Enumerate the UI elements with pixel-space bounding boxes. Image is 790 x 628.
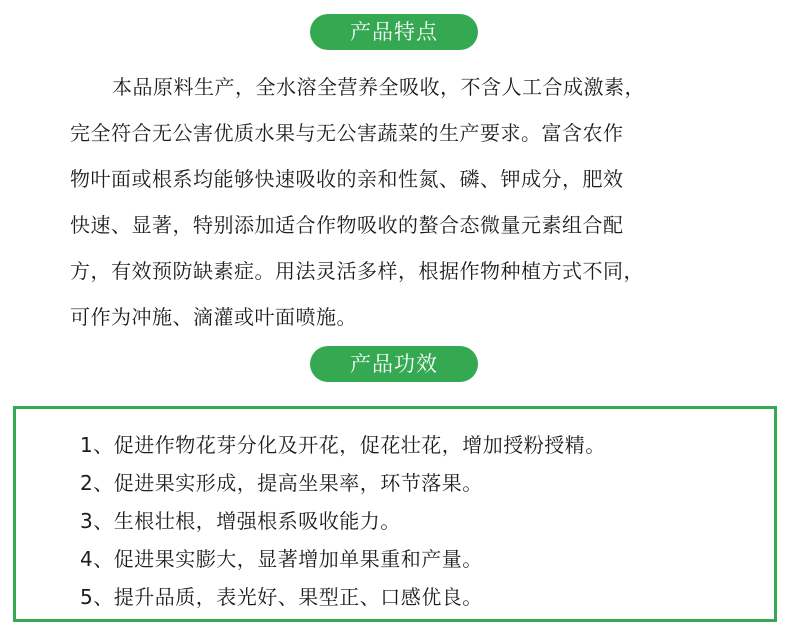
efficacy-title-pill: 产品功效 [310,346,478,382]
description-line: 本品原料生产，全水溶全营养全吸收，不含人工合成激素， [112,75,645,99]
efficacy-item: 4、促进果实膨大，显著增加单果重和产量。 [80,547,483,571]
description-line: 可作为冲施、滴灌或叶面喷施。 [70,305,357,329]
efficacy-item: 5、提升品质，表光好、果型正、口感优良。 [80,585,483,609]
description-line: 完全符合无公害优质水果与无公害蔬菜的生产要求。富含农作 [70,121,624,145]
efficacy-item: 2、促进果实形成，提高坐果率，环节落果。 [80,471,483,495]
description-line: 物叶面或根系均能够快速吸收的亲和性氮、磷、钾成分，肥效 [70,167,624,191]
efficacy-item: 1、促进作物花芽分化及开花，促花壮花，增加授粉授精。 [80,433,606,457]
efficacy-box [13,406,777,622]
product-description [70,64,720,340]
efficacy-item: 3、生根壮根，增强根系吸收能力。 [80,509,401,533]
description-line: 方，有效预防缺素症。用法灵活多样，根据作物种植方式不同， [70,259,644,283]
description-line: 快速、显著，特别添加适合作物吸收的螯合态微量元素组合配 [70,213,624,237]
efficacy-list [80,426,606,616]
features-title-pill: 产品特点 [310,14,478,50]
